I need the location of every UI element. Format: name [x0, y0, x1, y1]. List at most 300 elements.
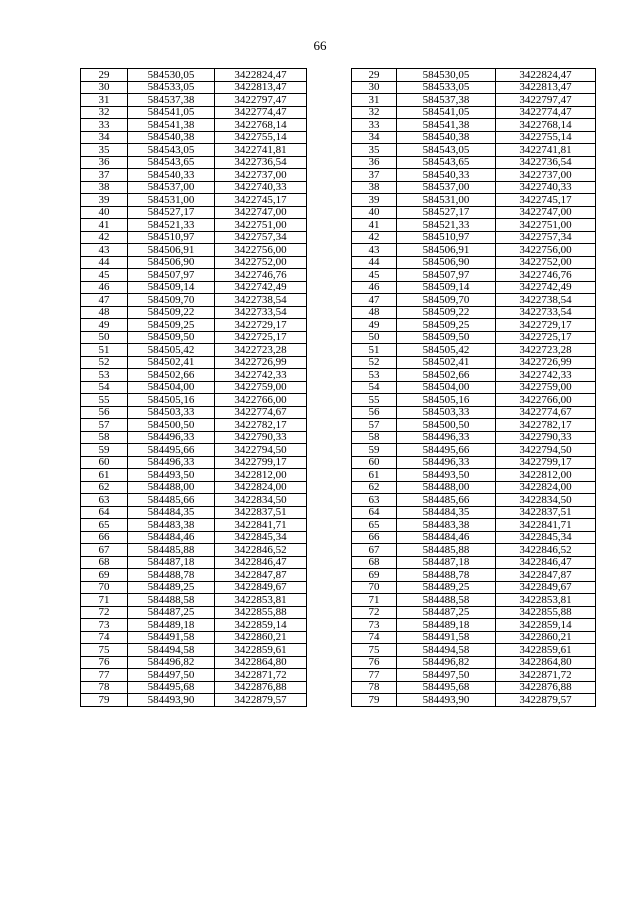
- table-row: [81, 681, 596, 694]
- right-y-coordinate-cell: 3422841,71: [496, 519, 596, 532]
- right-y-coordinate-cell: 3422813,47: [496, 81, 596, 94]
- table-gap-cell: [307, 569, 352, 582]
- right-point-number-cell: 72: [352, 606, 397, 619]
- right-point-number-cell: 32: [352, 106, 397, 119]
- right-y-coordinate-cell: 3422733,54: [496, 306, 596, 319]
- right-y-coordinate-cell: 3422790,33: [496, 431, 596, 444]
- table-row: [81, 556, 596, 569]
- left-y-coordinate-cell: 3422746,76: [215, 269, 307, 282]
- left-point-number-cell: 61: [81, 469, 128, 482]
- table-gap-cell: [307, 231, 352, 244]
- left-y-coordinate-cell: 3422846,47: [215, 556, 307, 569]
- right-point-number-cell: 63: [352, 494, 397, 507]
- right-point-number-cell: 45: [352, 269, 397, 282]
- right-y-coordinate-cell: 3422745,17: [496, 194, 596, 207]
- table-gap-cell: [307, 106, 352, 119]
- left-y-coordinate-cell: 3422757,34: [215, 231, 307, 244]
- left-x-coordinate-cell: 584495,66: [128, 444, 215, 457]
- left-point-number-cell: 54: [81, 381, 128, 394]
- table-gap-cell: [307, 619, 352, 632]
- left-y-coordinate-cell: 3422841,71: [215, 519, 307, 532]
- right-y-coordinate-cell: 3422740,33: [496, 181, 596, 194]
- table-gap-cell: [307, 344, 352, 357]
- table-row: [81, 481, 596, 494]
- right-x-coordinate-cell: 584509,25: [397, 319, 496, 332]
- right-x-coordinate-cell: 584540,33: [397, 169, 496, 182]
- table-row: [81, 419, 596, 432]
- left-x-coordinate-cell: 584507,97: [128, 269, 215, 282]
- right-y-coordinate-cell: 3422782,17: [496, 419, 596, 432]
- right-x-coordinate-cell: 584543,05: [397, 144, 496, 157]
- left-point-number-cell: 52: [81, 356, 128, 369]
- table-gap-cell: [307, 356, 352, 369]
- table-row: [81, 356, 596, 369]
- left-y-coordinate-cell: 3422876,88: [215, 681, 307, 694]
- right-point-number-cell: 46: [352, 281, 397, 294]
- right-point-number-cell: 53: [352, 369, 397, 382]
- table-gap-cell: [307, 431, 352, 444]
- left-y-coordinate-cell: 3422864,80: [215, 656, 307, 669]
- right-point-number-cell: 43: [352, 244, 397, 257]
- right-point-number-cell: 69: [352, 569, 397, 582]
- table-row: [81, 344, 596, 357]
- left-point-number-cell: 30: [81, 81, 128, 94]
- right-y-coordinate-cell: 3422834,50: [496, 494, 596, 507]
- table-row: [81, 369, 596, 382]
- right-point-number-cell: 51: [352, 344, 397, 357]
- right-y-coordinate-cell: 3422757,34: [496, 231, 596, 244]
- right-y-coordinate-cell: 3422726,99: [496, 356, 596, 369]
- left-y-coordinate-cell: 3422859,61: [215, 644, 307, 657]
- right-point-number-cell: 65: [352, 519, 397, 532]
- right-y-coordinate-cell: 3422759,00: [496, 381, 596, 394]
- right-y-coordinate-cell: 3422837,51: [496, 506, 596, 519]
- table-gap-cell: [307, 319, 352, 332]
- right-x-coordinate-cell: 584505,42: [397, 344, 496, 357]
- left-y-coordinate-cell: 3422853,81: [215, 594, 307, 607]
- right-x-coordinate-cell: 584489,25: [397, 581, 496, 594]
- left-point-number-cell: 71: [81, 594, 128, 607]
- table-gap-cell: [307, 219, 352, 232]
- left-point-number-cell: 70: [81, 581, 128, 594]
- right-x-coordinate-cell: 584485,88: [397, 544, 496, 557]
- left-point-number-cell: 73: [81, 619, 128, 632]
- right-x-coordinate-cell: 584537,00: [397, 181, 496, 194]
- right-y-coordinate-cell: 3422766,00: [496, 394, 596, 407]
- right-y-coordinate-cell: 3422860,21: [496, 631, 596, 644]
- table-gap-cell: [307, 69, 352, 82]
- right-x-coordinate-cell: 584494,58: [397, 644, 496, 657]
- left-y-coordinate-cell: 3422774,47: [215, 106, 307, 119]
- right-y-coordinate-cell: 3422797,47: [496, 94, 596, 107]
- left-y-coordinate-cell: 3422797,47: [215, 94, 307, 107]
- left-y-coordinate-cell: 3422733,54: [215, 306, 307, 319]
- left-x-coordinate-cell: 584506,90: [128, 256, 215, 269]
- right-y-coordinate-cell: 3422879,57: [496, 694, 596, 707]
- table-row: [81, 381, 596, 394]
- table-gap-cell: [307, 631, 352, 644]
- table-row: [81, 256, 596, 269]
- right-y-coordinate-cell: 3422849,67: [496, 581, 596, 594]
- table-gap-cell: [307, 544, 352, 557]
- left-point-number-cell: 76: [81, 656, 128, 669]
- right-x-coordinate-cell: 584493,50: [397, 469, 496, 482]
- left-x-coordinate-cell: 584543,05: [128, 144, 215, 157]
- table-gap-cell: [307, 506, 352, 519]
- right-x-coordinate-cell: 584543,65: [397, 156, 496, 169]
- left-y-coordinate-cell: 3422725,17: [215, 331, 307, 344]
- right-point-number-cell: 68: [352, 556, 397, 569]
- left-x-coordinate-cell: 584502,41: [128, 356, 215, 369]
- right-point-number-cell: 78: [352, 681, 397, 694]
- right-point-number-cell: 77: [352, 669, 397, 682]
- table-gap-cell: [307, 131, 352, 144]
- right-point-number-cell: 40: [352, 206, 397, 219]
- table-row: [81, 269, 596, 282]
- left-point-number-cell: 67: [81, 544, 128, 557]
- right-y-coordinate-cell: 3422737,00: [496, 169, 596, 182]
- table-gap-cell: [307, 94, 352, 107]
- right-point-number-cell: 57: [352, 419, 397, 432]
- coordinates-table-body: [81, 69, 596, 707]
- right-point-number-cell: 56: [352, 406, 397, 419]
- table-row: [81, 69, 596, 82]
- right-x-coordinate-cell: 584487,25: [397, 606, 496, 619]
- right-x-coordinate-cell: 584495,68: [397, 681, 496, 694]
- left-point-number-cell: 59: [81, 444, 128, 457]
- right-y-coordinate-cell: 3422742,49: [496, 281, 596, 294]
- left-point-number-cell: 44: [81, 256, 128, 269]
- left-y-coordinate-cell: 3422799,17: [215, 456, 307, 469]
- table-row: [81, 406, 596, 419]
- right-x-coordinate-cell: 584489,18: [397, 619, 496, 632]
- table-gap-cell: [307, 169, 352, 182]
- right-y-coordinate-cell: 3422853,81: [496, 594, 596, 607]
- table-gap-cell: [307, 306, 352, 319]
- left-y-coordinate-cell: 3422845,34: [215, 531, 307, 544]
- left-y-coordinate-cell: 3422737,00: [215, 169, 307, 182]
- table-row: [81, 531, 596, 544]
- table-row: [81, 644, 596, 657]
- right-point-number-cell: 67: [352, 544, 397, 557]
- left-y-coordinate-cell: 3422766,00: [215, 394, 307, 407]
- table-row: [81, 119, 596, 132]
- left-point-number-cell: 35: [81, 144, 128, 157]
- left-point-number-cell: 37: [81, 169, 128, 182]
- left-y-coordinate-cell: 3422768,14: [215, 119, 307, 132]
- right-x-coordinate-cell: 584503,33: [397, 406, 496, 419]
- right-y-coordinate-cell: 3422824,00: [496, 481, 596, 494]
- table-gap-cell: [307, 519, 352, 532]
- left-x-coordinate-cell: 584509,50: [128, 331, 215, 344]
- table-row: [81, 144, 596, 157]
- left-point-number-cell: 49: [81, 319, 128, 332]
- table-gap-cell: [307, 469, 352, 482]
- left-y-coordinate-cell: 3422774,67: [215, 406, 307, 419]
- right-point-number-cell: 31: [352, 94, 397, 107]
- left-y-coordinate-cell: 3422726,99: [215, 356, 307, 369]
- left-point-number-cell: 43: [81, 244, 128, 257]
- right-y-coordinate-cell: 3422864,80: [496, 656, 596, 669]
- table-gap-cell: [307, 156, 352, 169]
- left-y-coordinate-cell: 3422740,33: [215, 181, 307, 194]
- table-gap-cell: [307, 206, 352, 219]
- left-point-number-cell: 64: [81, 506, 128, 519]
- table-row: [81, 319, 596, 332]
- left-point-number-cell: 55: [81, 394, 128, 407]
- left-x-coordinate-cell: 584500,50: [128, 419, 215, 432]
- left-point-number-cell: 42: [81, 231, 128, 244]
- right-y-coordinate-cell: 3422729,17: [496, 319, 596, 332]
- table-row: [81, 656, 596, 669]
- right-x-coordinate-cell: 584496,33: [397, 456, 496, 469]
- left-x-coordinate-cell: 584484,35: [128, 506, 215, 519]
- table-row: [81, 81, 596, 94]
- right-point-number-cell: 79: [352, 694, 397, 707]
- table-gap-cell: [307, 244, 352, 257]
- right-point-number-cell: 44: [352, 256, 397, 269]
- right-x-coordinate-cell: 584541,38: [397, 119, 496, 132]
- right-point-number-cell: 70: [352, 581, 397, 594]
- left-point-number-cell: 75: [81, 644, 128, 657]
- right-y-coordinate-cell: 3422845,34: [496, 531, 596, 544]
- right-x-coordinate-cell: 584506,91: [397, 244, 496, 257]
- table-gap-cell: [307, 144, 352, 157]
- left-x-coordinate-cell: 584505,42: [128, 344, 215, 357]
- left-x-coordinate-cell: 584493,50: [128, 469, 215, 482]
- left-y-coordinate-cell: 3422759,00: [215, 381, 307, 394]
- right-point-number-cell: 73: [352, 619, 397, 632]
- right-x-coordinate-cell: 584497,50: [397, 669, 496, 682]
- right-y-coordinate-cell: 3422738,54: [496, 294, 596, 307]
- left-x-coordinate-cell: 584496,33: [128, 456, 215, 469]
- left-point-number-cell: 74: [81, 631, 128, 644]
- left-y-coordinate-cell: 3422813,47: [215, 81, 307, 94]
- right-point-number-cell: 71: [352, 594, 397, 607]
- right-point-number-cell: 58: [352, 431, 397, 444]
- right-x-coordinate-cell: 584484,46: [397, 531, 496, 544]
- right-x-coordinate-cell: 584496,82: [397, 656, 496, 669]
- table-gap-cell: [307, 681, 352, 694]
- right-point-number-cell: 48: [352, 306, 397, 319]
- left-x-coordinate-cell: 584497,50: [128, 669, 215, 682]
- right-y-coordinate-cell: 3422847,87: [496, 569, 596, 582]
- right-y-coordinate-cell: 3422768,14: [496, 119, 596, 132]
- table-row: [81, 169, 596, 182]
- table-row: [81, 156, 596, 169]
- left-point-number-cell: 56: [81, 406, 128, 419]
- left-x-coordinate-cell: 584502,66: [128, 369, 215, 382]
- right-x-coordinate-cell: 584483,38: [397, 519, 496, 532]
- right-point-number-cell: 60: [352, 456, 397, 469]
- table-row: [81, 231, 596, 244]
- table-gap-cell: [307, 281, 352, 294]
- right-point-number-cell: 62: [352, 481, 397, 494]
- right-x-coordinate-cell: 584488,58: [397, 594, 496, 607]
- left-y-coordinate-cell: 3422742,49: [215, 281, 307, 294]
- left-x-coordinate-cell: 584487,25: [128, 606, 215, 619]
- table-row: [81, 131, 596, 144]
- right-y-coordinate-cell: 3422752,00: [496, 256, 596, 269]
- right-x-coordinate-cell: 584527,17: [397, 206, 496, 219]
- right-x-coordinate-cell: 584488,00: [397, 481, 496, 494]
- left-point-number-cell: 68: [81, 556, 128, 569]
- left-point-number-cell: 78: [81, 681, 128, 694]
- right-point-number-cell: 38: [352, 181, 397, 194]
- left-point-number-cell: 69: [81, 569, 128, 582]
- left-point-number-cell: 51: [81, 344, 128, 357]
- right-point-number-cell: 64: [352, 506, 397, 519]
- left-x-coordinate-cell: 584504,00: [128, 381, 215, 394]
- left-x-coordinate-cell: 584510,97: [128, 231, 215, 244]
- right-y-coordinate-cell: 3422824,47: [496, 69, 596, 82]
- table-gap-cell: [307, 419, 352, 432]
- table-row: [81, 669, 596, 682]
- right-x-coordinate-cell: 584510,97: [397, 231, 496, 244]
- left-x-coordinate-cell: 584488,78: [128, 569, 215, 582]
- right-point-number-cell: 36: [352, 156, 397, 169]
- right-y-coordinate-cell: 3422741,81: [496, 144, 596, 157]
- left-point-number-cell: 47: [81, 294, 128, 307]
- left-point-number-cell: 41: [81, 219, 128, 232]
- right-x-coordinate-cell: 584509,14: [397, 281, 496, 294]
- right-x-coordinate-cell: 584488,78: [397, 569, 496, 582]
- left-y-coordinate-cell: 3422745,17: [215, 194, 307, 207]
- left-y-coordinate-cell: 3422755,14: [215, 131, 307, 144]
- right-point-number-cell: 61: [352, 469, 397, 482]
- table-row: [81, 106, 596, 119]
- left-x-coordinate-cell: 584509,14: [128, 281, 215, 294]
- table-row: [81, 519, 596, 532]
- left-x-coordinate-cell: 584543,65: [128, 156, 215, 169]
- left-x-coordinate-cell: 584509,25: [128, 319, 215, 332]
- right-x-coordinate-cell: 584540,38: [397, 131, 496, 144]
- right-point-number-cell: 75: [352, 644, 397, 657]
- right-y-coordinate-cell: 3422756,00: [496, 244, 596, 257]
- left-y-coordinate-cell: 3422747,00: [215, 206, 307, 219]
- left-point-number-cell: 32: [81, 106, 128, 119]
- table-row: [81, 206, 596, 219]
- table-gap-cell: [307, 394, 352, 407]
- left-point-number-cell: 33: [81, 119, 128, 132]
- left-y-coordinate-cell: 3422879,57: [215, 694, 307, 707]
- left-y-coordinate-cell: 3422790,33: [215, 431, 307, 444]
- right-x-coordinate-cell: 584531,00: [397, 194, 496, 207]
- right-point-number-cell: 35: [352, 144, 397, 157]
- right-point-number-cell: 30: [352, 81, 397, 94]
- left-x-coordinate-cell: 584485,88: [128, 544, 215, 557]
- left-point-number-cell: 79: [81, 694, 128, 707]
- left-x-coordinate-cell: 584509,22: [128, 306, 215, 319]
- table-gap-cell: [307, 181, 352, 194]
- left-y-coordinate-cell: 3422742,33: [215, 369, 307, 382]
- right-y-coordinate-cell: 3422812,00: [496, 469, 596, 482]
- table-row: [81, 194, 596, 207]
- table-gap-cell: [307, 444, 352, 457]
- left-x-coordinate-cell: 584503,33: [128, 406, 215, 419]
- right-point-number-cell: 74: [352, 631, 397, 644]
- left-x-coordinate-cell: 584505,16: [128, 394, 215, 407]
- table-gap-cell: [307, 331, 352, 344]
- table-row: [81, 494, 596, 507]
- right-x-coordinate-cell: 584507,97: [397, 269, 496, 282]
- left-x-coordinate-cell: 584540,33: [128, 169, 215, 182]
- right-x-coordinate-cell: 584506,90: [397, 256, 496, 269]
- table-gap-cell: [307, 456, 352, 469]
- right-y-coordinate-cell: 3422725,17: [496, 331, 596, 344]
- left-point-number-cell: 36: [81, 156, 128, 169]
- left-x-coordinate-cell: 584487,18: [128, 556, 215, 569]
- table-gap-cell: [307, 256, 352, 269]
- left-x-coordinate-cell: 584489,18: [128, 619, 215, 632]
- left-point-number-cell: 60: [81, 456, 128, 469]
- table-gap-cell: [307, 656, 352, 669]
- right-point-number-cell: 33: [352, 119, 397, 132]
- table-gap-cell: [307, 406, 352, 419]
- left-x-coordinate-cell: 584494,58: [128, 644, 215, 657]
- table-gap-cell: [307, 369, 352, 382]
- right-x-coordinate-cell: 584509,50: [397, 331, 496, 344]
- left-y-coordinate-cell: 3422824,00: [215, 481, 307, 494]
- table-gap-cell: [307, 556, 352, 569]
- right-point-number-cell: 76: [352, 656, 397, 669]
- right-point-number-cell: 34: [352, 131, 397, 144]
- right-y-coordinate-cell: 3422747,00: [496, 206, 596, 219]
- left-x-coordinate-cell: 584521,33: [128, 219, 215, 232]
- table-row: [81, 544, 596, 557]
- left-point-number-cell: 53: [81, 369, 128, 382]
- left-point-number-cell: 40: [81, 206, 128, 219]
- left-point-number-cell: 45: [81, 269, 128, 282]
- table-row: [81, 456, 596, 469]
- right-y-coordinate-cell: 3422755,14: [496, 131, 596, 144]
- left-point-number-cell: 57: [81, 419, 128, 432]
- table-row: [81, 444, 596, 457]
- left-point-number-cell: 29: [81, 69, 128, 82]
- right-y-coordinate-cell: 3422799,17: [496, 456, 596, 469]
- left-y-coordinate-cell: 3422729,17: [215, 319, 307, 332]
- left-point-number-cell: 34: [81, 131, 128, 144]
- right-point-number-cell: 47: [352, 294, 397, 307]
- right-y-coordinate-cell: 3422846,47: [496, 556, 596, 569]
- right-point-number-cell: 39: [352, 194, 397, 207]
- table-gap-cell: [307, 481, 352, 494]
- table-row: [81, 331, 596, 344]
- left-x-coordinate-cell: 584488,58: [128, 594, 215, 607]
- table-row: [81, 281, 596, 294]
- table-gap-cell: [307, 494, 352, 507]
- left-y-coordinate-cell: 3422812,00: [215, 469, 307, 482]
- right-x-coordinate-cell: 584521,33: [397, 219, 496, 232]
- table-gap-cell: [307, 594, 352, 607]
- left-y-coordinate-cell: 3422741,81: [215, 144, 307, 157]
- table-gap-cell: [307, 531, 352, 544]
- table-row: [81, 394, 596, 407]
- table-gap-cell: [307, 269, 352, 282]
- right-y-coordinate-cell: 3422871,72: [496, 669, 596, 682]
- right-point-number-cell: 50: [352, 331, 397, 344]
- table-row: [81, 294, 596, 307]
- left-point-number-cell: 77: [81, 669, 128, 682]
- table-gap-cell: [307, 644, 352, 657]
- right-y-coordinate-cell: 3422846,52: [496, 544, 596, 557]
- right-y-coordinate-cell: 3422859,14: [496, 619, 596, 632]
- left-y-coordinate-cell: 3422834,50: [215, 494, 307, 507]
- left-y-coordinate-cell: 3422794,50: [215, 444, 307, 457]
- right-x-coordinate-cell: 584502,66: [397, 369, 496, 382]
- table-row: [81, 694, 596, 707]
- table-row: [81, 219, 596, 232]
